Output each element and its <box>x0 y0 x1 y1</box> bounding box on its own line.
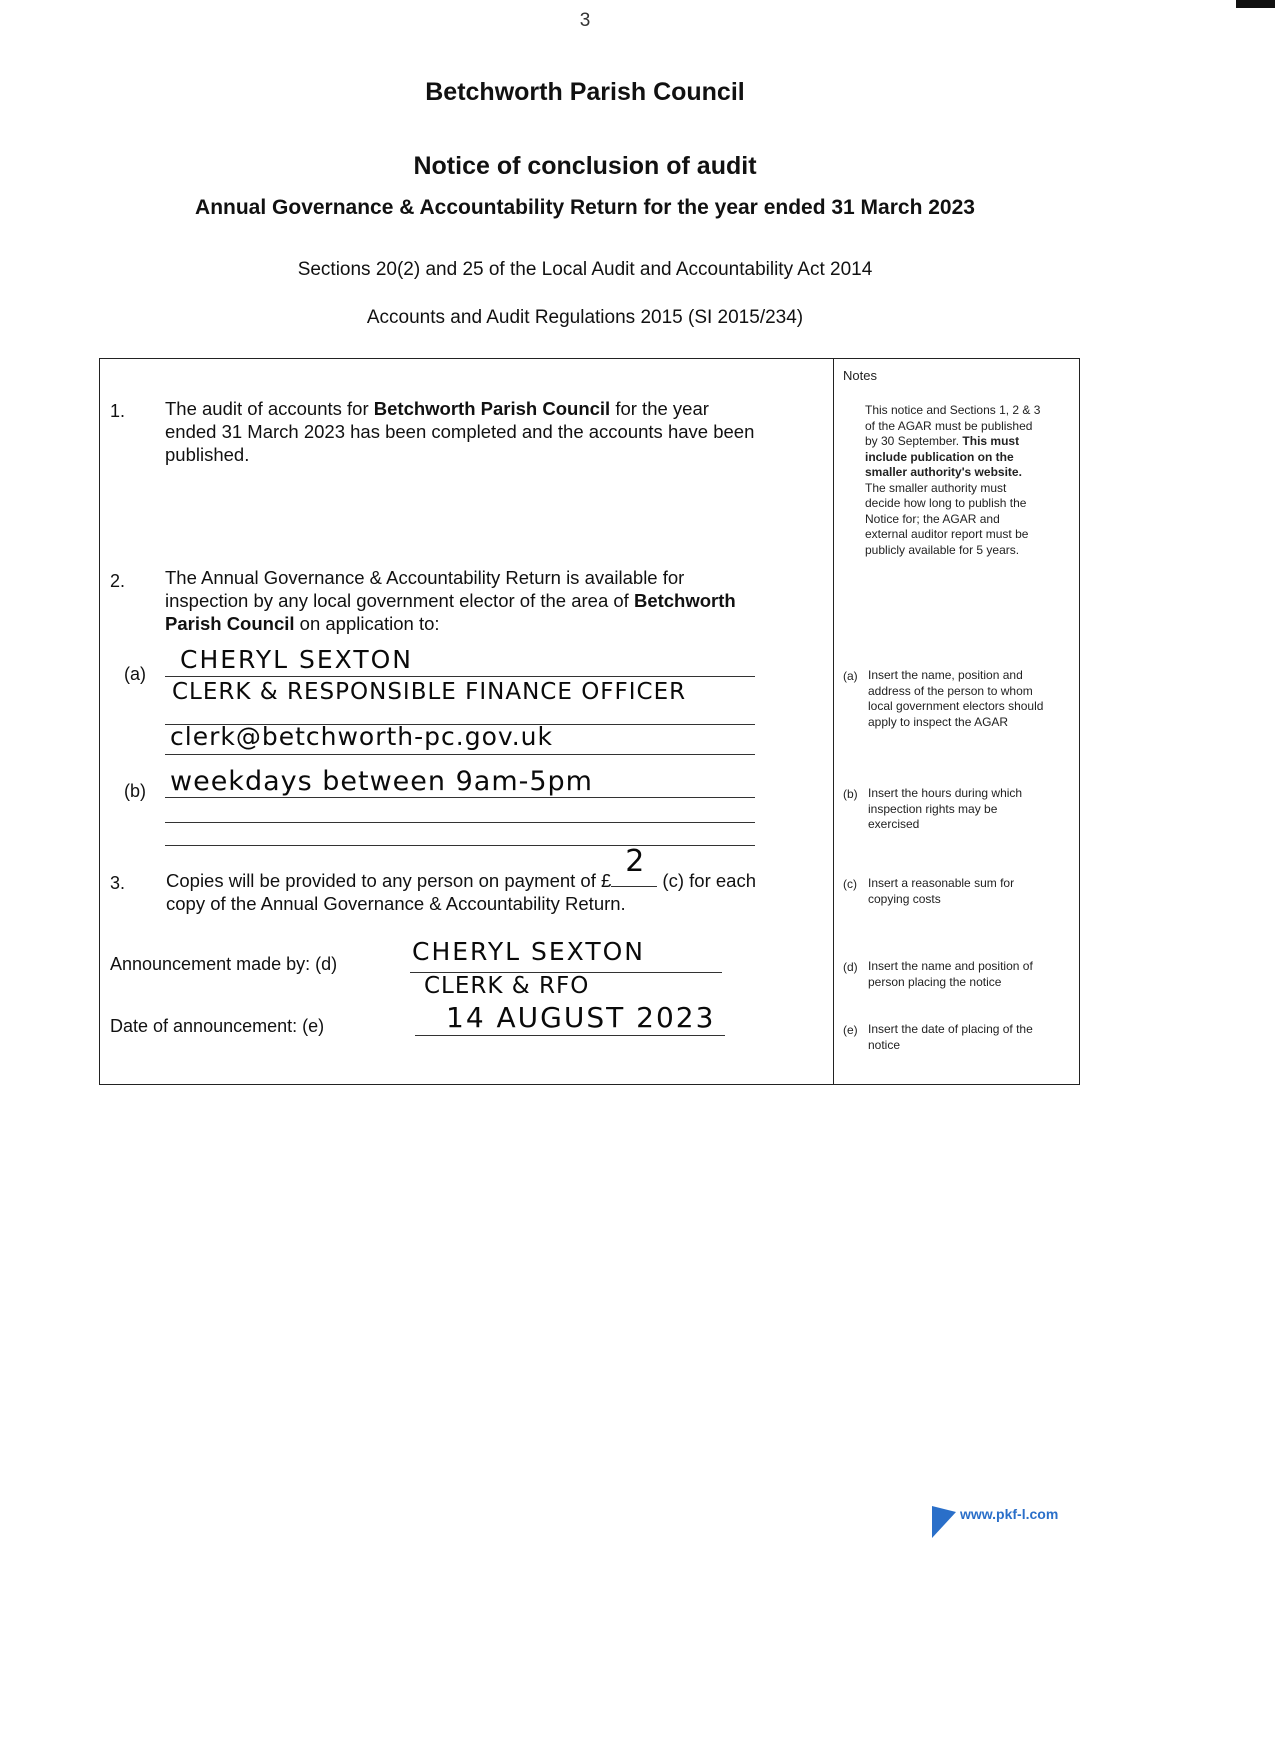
note-line: This notice and Sections 1, 2 & 3 <box>865 403 1041 417</box>
note-line: exercised <box>868 817 920 831</box>
field-b-label: (b) <box>124 781 146 801</box>
note-line: The smaller authority must <box>865 480 1007 495</box>
contact-email-handwritten[interactable]: clerk@betchworth-pc.gov.uk <box>170 722 554 751</box>
item-2-text-part: inspection by any local government elector of the area of <box>165 590 634 611</box>
note-e-letter: (e) <box>843 1023 858 1037</box>
scan-edge-mark <box>1236 0 1275 8</box>
note-bold: smaller authority's website. <box>865 465 1022 479</box>
item-1-text-part: The audit of accounts for <box>165 398 374 419</box>
copy-fee-handwritten: 2 <box>625 844 647 879</box>
item-1-line-3: published. <box>165 444 250 465</box>
note-line: Insert the name and position of <box>868 959 1033 973</box>
note-line: notice <box>868 1037 901 1052</box>
legislation-line: Sections 20(2) and 25 of the Local Audit and Accountability Act 2014 <box>297 259 873 280</box>
item-3-line-2: copy of the Annual Governance & Accountability Return. <box>166 893 626 914</box>
announcement-made-by-label: Announcement made by: (d) <box>110 954 338 974</box>
notice-title: Notice of conclusion of audit <box>413 152 757 180</box>
inspection-hours-handwritten[interactable]: weekdays between 9am-5pm <box>170 766 593 797</box>
note-d <box>868 959 1073 990</box>
field-a-rule-1 <box>165 676 755 677</box>
page-number: 3 <box>579 10 591 31</box>
note-d-letter: (d) <box>843 960 858 974</box>
item-2-text-part: on application to: <box>294 613 440 634</box>
item-3-text-part: Copies will be provided to any person on payment of £ <box>166 870 612 891</box>
announcer-position-handwritten[interactable]: CLERK & RFO <box>424 973 590 999</box>
item-2-text <box>165 566 825 635</box>
item-1-text-part: for the year <box>610 398 709 419</box>
notes-main <box>865 403 1070 558</box>
note-line: by 30 September. <box>865 434 963 448</box>
note-c <box>868 876 1073 907</box>
note-b-letter: (b) <box>843 787 858 801</box>
regulations-line: Accounts and Audit Regulations 2015 (SI 2015/234) <box>366 307 804 328</box>
note-line: Insert a reasonable sum for <box>868 876 1015 890</box>
item-1-number: 1. <box>110 401 126 421</box>
item-1-text <box>165 397 825 466</box>
contact-name-handwritten[interactable]: CHERYL SEXTON <box>180 645 413 674</box>
note-line: apply to inspect the AGAR <box>868 714 1009 729</box>
announcer-name-handwritten[interactable]: CHERYL SEXTON <box>412 937 645 966</box>
note-line: of the AGAR must be published <box>865 418 1033 433</box>
note-line: person placing the notice <box>868 974 1002 989</box>
note-line: Notice for; the AGAR and <box>865 511 1000 526</box>
note-line: Insert the date of placing of the <box>868 1022 1033 1036</box>
website-link[interactable]: www.pkf-l.com <box>960 1506 1059 1522</box>
date-of-announcement-label: Date of announcement: (e) <box>110 1016 325 1036</box>
announcement-date-rule <box>415 1035 725 1036</box>
note-line: decide how long to publish the <box>865 496 1027 510</box>
field-b-rule-2 <box>165 822 755 823</box>
note-e <box>868 1022 1073 1053</box>
note-line: external auditor report must be <box>865 527 1029 541</box>
field-a-label: (a) <box>124 664 146 684</box>
council-name-bold: Betchworth Parish Council <box>373 398 611 419</box>
item-2-number: 2. <box>110 571 126 591</box>
notes-heading: Notes <box>843 368 877 383</box>
council-title: Betchworth Parish Council <box>425 78 745 106</box>
pkf-logo-icon <box>932 1506 956 1538</box>
note-b <box>868 786 1073 833</box>
item-3-text <box>166 844 826 915</box>
item-2-line-1: The Annual Governance & Accountability Return is available for <box>165 567 685 588</box>
agar-title: Annual Governance & Accountability Return for the year ended 31 March 2023 <box>195 196 975 219</box>
item-3-text-part: (c) for each <box>657 870 756 891</box>
note-a-letter: (a) <box>843 669 858 683</box>
field-b-rule-1 <box>165 797 755 798</box>
note-c-letter: (c) <box>843 877 857 891</box>
note-line: publicly available for 5 years. <box>865 542 1020 557</box>
council-name-bold: Betchworth <box>633 590 736 611</box>
note-bold: This must <box>962 434 1020 448</box>
field-b-rule-3 <box>165 845 755 846</box>
note-line: copying costs <box>868 891 941 906</box>
notes-column-divider <box>833 358 834 1085</box>
announcement-date-handwritten[interactable]: 14 AUGUST 2023 <box>446 1001 716 1034</box>
item-1-line-2: ended 31 March 2023 has been completed and the accounts have been <box>165 421 755 442</box>
council-name-bold: Parish Council <box>165 613 295 634</box>
note-line: local government electors should <box>868 699 1044 713</box>
item-3-number: 3. <box>110 873 126 893</box>
field-a-rule-3 <box>165 754 755 755</box>
note-line: inspection rights may be <box>868 801 998 816</box>
note-line: Insert the name, position and <box>868 668 1023 682</box>
note-bold: include publication on the <box>865 449 1014 464</box>
note-line: Insert the hours during which <box>868 786 1023 800</box>
note-line: address of the person to whom <box>868 683 1033 698</box>
note-a <box>868 668 1073 730</box>
copy-fee-blank[interactable] <box>611 844 657 887</box>
contact-position-handwritten[interactable]: CLERK & RESPONSIBLE FINANCE OFFICER <box>172 679 687 705</box>
